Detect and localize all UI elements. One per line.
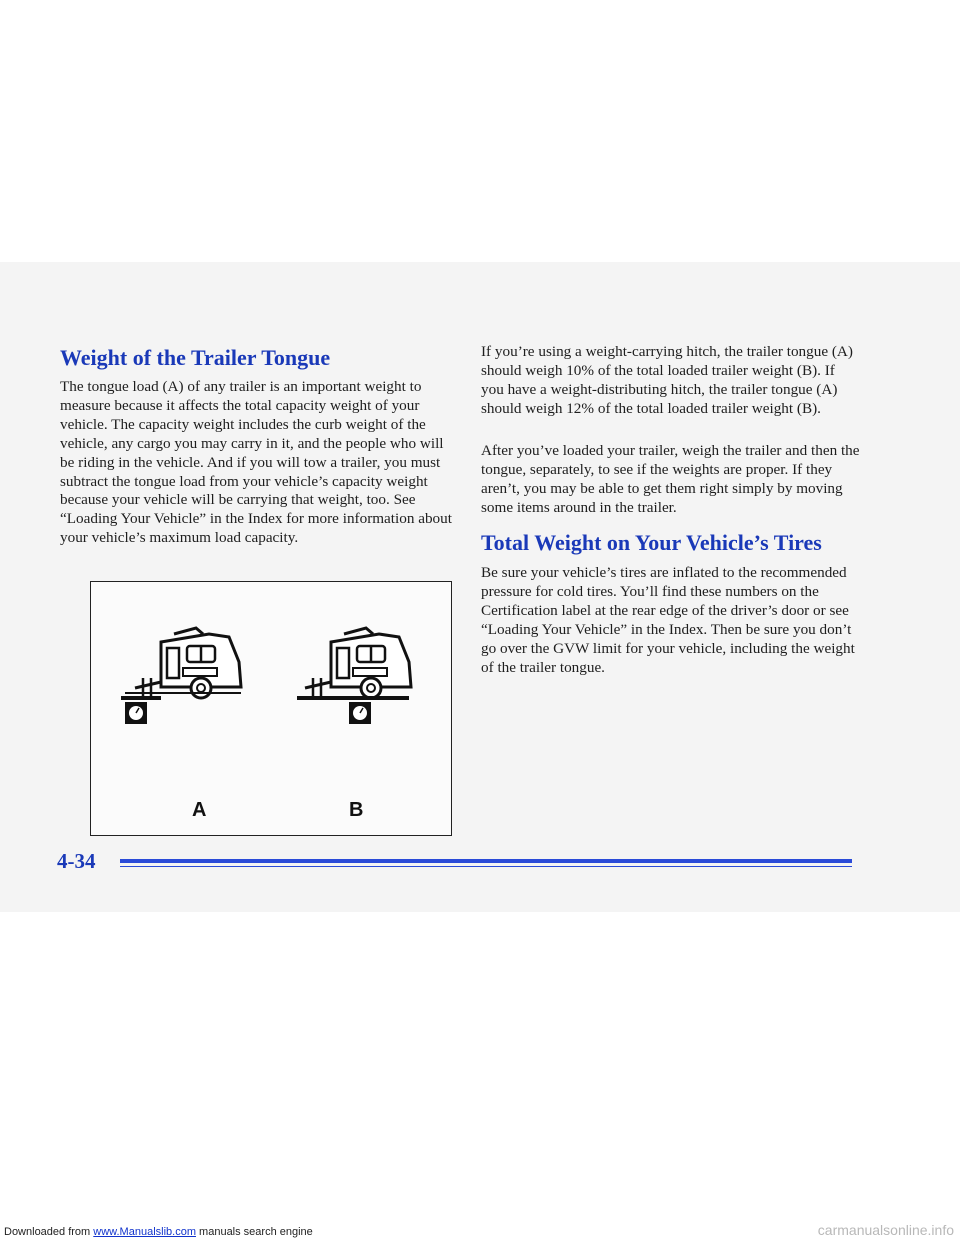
trailer-b-icon <box>297 628 411 700</box>
page-number: 4-34 <box>57 849 96 873</box>
footer-rule-thin <box>120 866 852 867</box>
trailer-weight-figure <box>90 581 452 836</box>
section-heading-tire-weight: Total Weight on Your Vehicle’s Tires <box>481 530 822 555</box>
trailer-a-icon <box>121 628 241 700</box>
scale-a-icon <box>125 702 147 724</box>
footer-suffix: manuals search engine <box>199 1226 313 1238</box>
tire-pressure-paragraph: Be sure your vehicle’s tires are inflated to the recommended pressure for cold tires. You’ll find these numbers on the Certification label at the rear edge of the driver’s door or see “Loading Your Vehicle” in the Index. Then be sure you don’t go over the GVW limit for your vehicle, including the weight of the trailer tongue. <box>481 564 855 676</box>
tongue-load-paragraph: The tongue load (A) of any trailer is an important weight to measure because it affects the total capacity weight of your vehicle. The capacity weight includes the curb weight of the vehicle, any cargo you may carry in it, and the people who will be riding in the vehicle. And if you will tow a trailer, you must subtract the tongue load from your vehicle’s capacity weight because your vehicle will be carrying that weight, too. See “Loading Your Vehicle” in the Index for more information about your vehicle’s maximum load capacity. <box>60 378 452 547</box>
figure-label-b: B <box>349 799 364 821</box>
hitch-weight-paragraph: If you’re using a weight-carrying hitch, the trailer tongue (A) should weigh 10% of the total loaded trailer weight (B). If you have a weight-distributing hitch, the trailer tongue (A) should weigh 12% of the total loaded trailer weight (B). <box>481 343 853 417</box>
footer-prefix: Downloaded from <box>4 1226 91 1238</box>
trailer-illustration <box>91 582 451 835</box>
manualslib-link[interactable]: www.Manualslib.com <box>93 1226 196 1238</box>
download-footer <box>4 1226 313 1238</box>
scale-b-icon <box>349 702 371 724</box>
section-heading-trailer-tongue: Weight of the Trailer Tongue <box>60 345 331 370</box>
footer-rule <box>120 859 852 863</box>
site-watermark: carmanualsonline.info <box>817 1222 954 1238</box>
weigh-trailer-paragraph: After you’ve loaded your trailer, weigh the trailer and then the tongue, separately, to see if the weights are proper. If they aren’t, you may be able to get them right simply by moving some items around in the trailer. <box>481 442 860 516</box>
figure-label-a: A <box>192 799 207 821</box>
